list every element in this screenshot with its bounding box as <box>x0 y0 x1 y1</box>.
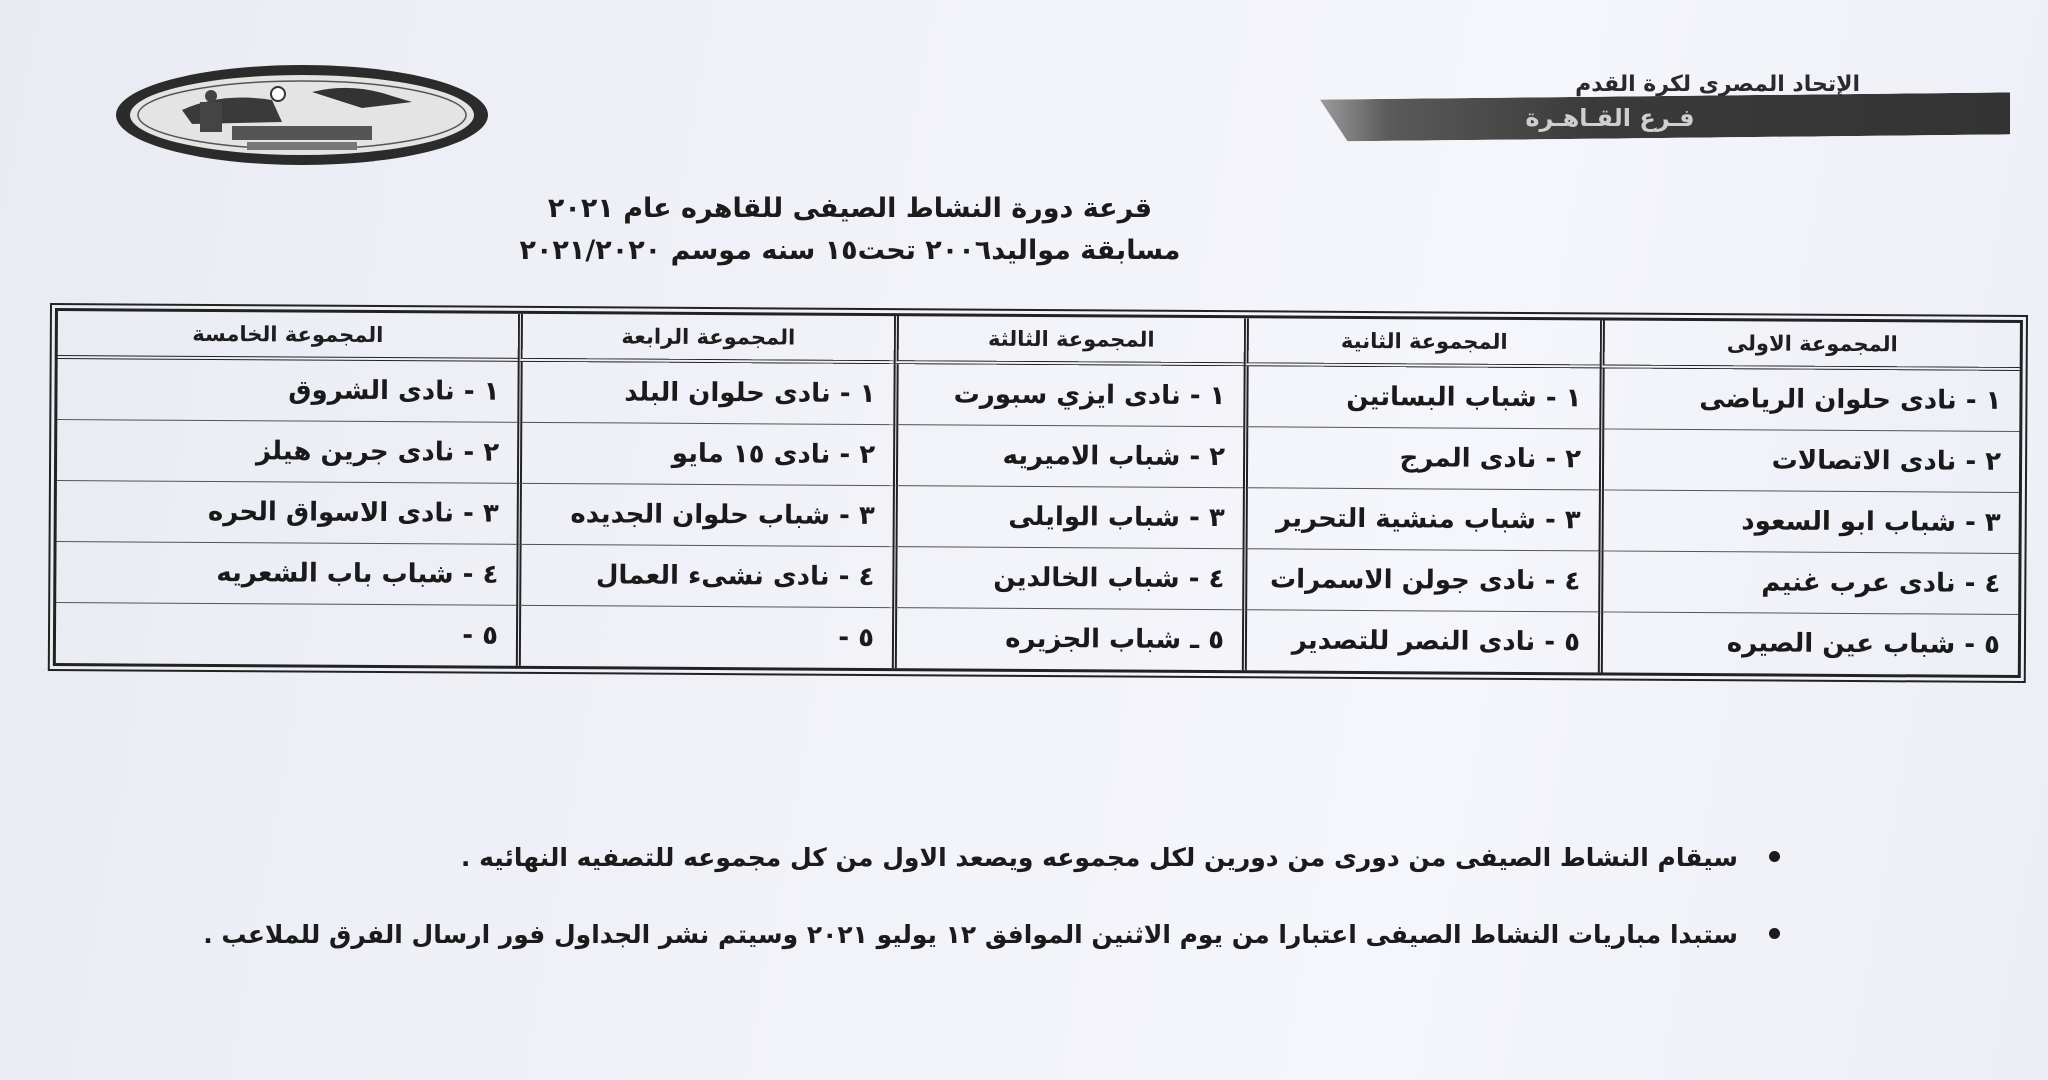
table-cell: ٤ - نادى جولن الاسمرات <box>1242 549 1598 612</box>
table-cell: ٣ - شباب منشية التحرير <box>1243 488 1599 551</box>
table-cell: ٣ - شباب ابو السعود <box>1599 490 2019 554</box>
table-cell: ٤ - شباب باب الشعريه <box>56 542 516 606</box>
table-cell: ٥ - نادى النصر للتصدير <box>1242 610 1598 672</box>
table-cell: ٢ - شباب الاميريه <box>893 425 1243 488</box>
note-text: ستبدا مباريات النشاط الصيفى اعتبارا من يوم الاثنين الموافق ١٢ يوليو ٢٠٢١ وسيتم نشر الجداول فور ارسال الفرق للملاعب . <box>203 920 1738 949</box>
table-cell: ١ - نادى ايزي سبورت <box>893 364 1243 427</box>
group-5-header: المجموعة الخامسة <box>58 311 518 362</box>
table-cell: ٥ - <box>516 606 892 668</box>
note-text: سيقام النشاط الصيفى من دورى من دورين لكل مجموعه ويصعد الاول من كل مجموعه للتصفيه النهائيه . <box>460 843 1738 872</box>
table-row <box>56 603 2018 675</box>
note-item <box>380 838 1780 878</box>
branch-name: فـرع القـاهـرة <box>1525 104 1695 132</box>
table-cell: ٢ - نادى المرج <box>1243 427 1599 490</box>
notes-list <box>203 838 1780 992</box>
org-name: الإتحاد المصرى لكرة القدم <box>1575 72 1860 97</box>
table-cell: ٤ - نادى عرب غنيم <box>1598 551 2018 615</box>
bullet-icon <box>1769 851 1780 862</box>
bullet-icon <box>1769 928 1780 939</box>
groups-table <box>53 308 2023 678</box>
groups-table-wrap <box>53 308 2017 720</box>
table-cell: ١ - نادى حلوان الرياضى <box>1599 368 2019 432</box>
table-cell: ١ - نادى الشروق <box>57 359 517 423</box>
efa-seal-logo <box>112 62 492 168</box>
table-cell: ٣ - شباب الوايلى <box>893 486 1243 549</box>
table-cell: ٣ - نادى الاسواق الحره <box>57 481 517 545</box>
letterhead <box>1310 72 2010 144</box>
table-cell: ٤ - شباب الخالدين <box>892 547 1242 610</box>
group-3-header: المجموعة الثالثة <box>894 316 1244 366</box>
table-cell: ١ - شباب البساتين <box>1243 366 1599 429</box>
table-cell: ٥ - شباب عين الصيره <box>1598 612 2018 675</box>
document-titles <box>480 188 1220 272</box>
table-cell: ٢ - نادى الاتصالات <box>1599 429 2019 493</box>
table-cell: ٥ ـ شباب الجزيره <box>892 608 1242 670</box>
table-cell: ١ - نادى حلوان البلد <box>517 362 893 425</box>
table-cell: ٤ - نادى نشىء العمال <box>516 545 892 608</box>
group-4-header: المجموعة الرابعة <box>518 314 894 364</box>
title-sub: مسابقة مواليد٢٠٠٦ تحت١٥ سنه موسم ٢٠٢١/٢٠٢٠ <box>519 235 1181 266</box>
note-item <box>203 915 1780 955</box>
group-2-header: المجموعة الثانية <box>1244 318 1600 368</box>
table-cell: ٣ - شباب حلوان الجديده <box>517 484 893 547</box>
table-cell: ٥ - <box>462 620 499 651</box>
title-main: قرعة دورة النشاط الصيفى للقاهره عام ٢٠٢١ <box>547 193 1153 224</box>
table-cell: ٢ - نادى جرين هيلز <box>57 420 517 484</box>
group-1-header: المجموعة الاولى <box>1600 320 2020 371</box>
table-cell: ٢ - نادى ١٥ مايو <box>517 423 893 486</box>
seal-icon <box>112 62 492 168</box>
